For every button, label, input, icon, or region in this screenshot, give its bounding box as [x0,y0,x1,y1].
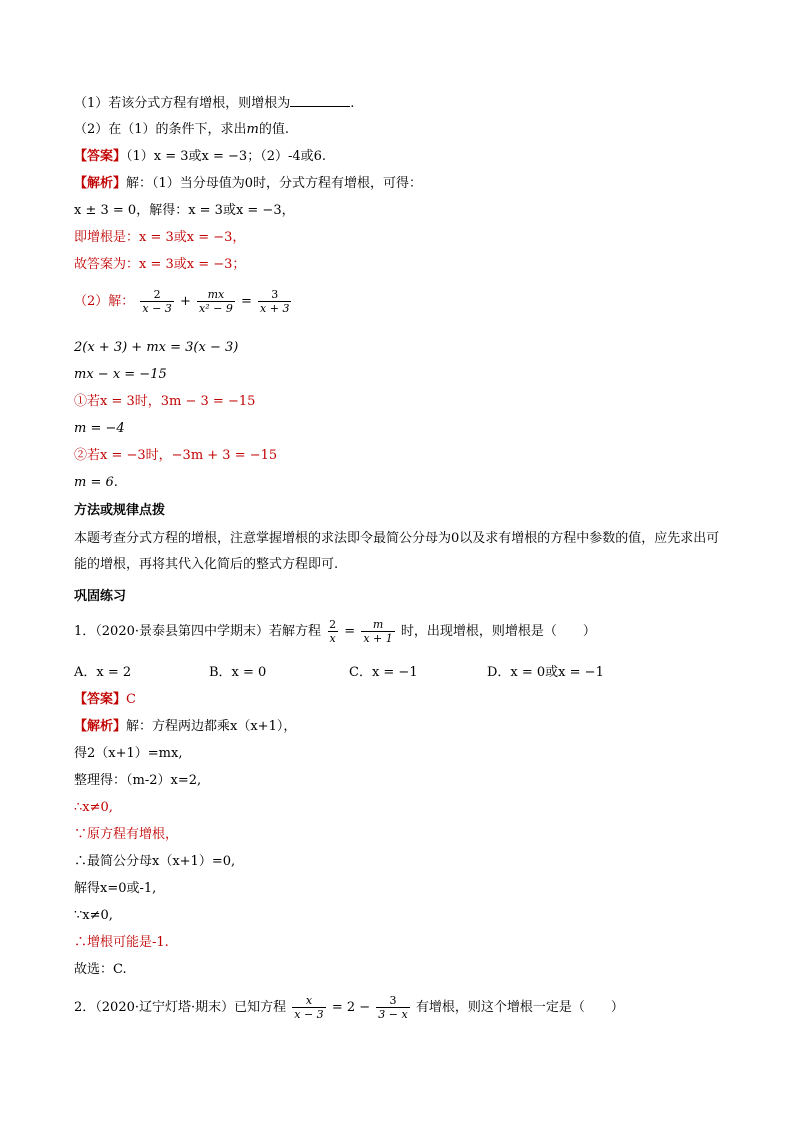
solution-step-4: 2(x + 3) + mx = 3(x − 3) [74,340,239,355]
p1-answer-line: 【答案】C [74,692,136,707]
p1-analysis-step: ∴增根可能是-1. [74,935,169,950]
fraction-1: $\frac{2}{x - 3}$ [142,288,172,315]
answer-tag: 【答案】 [74,149,127,164]
p2-fraction-a: $\frac{x}{x - 3}$ [294,994,324,1021]
p1-analysis-step: 得2（x+1）=mx, [74,746,183,761]
practice-question-1: 1．（2020·景泰县第四中学期末）若解方程 $\frac{2}{x}$ = $\frac{m}{x + 1}$ 时，出现增根，则增根是（ ） [74,618,596,645]
fraction-3: $\frac{3}{x + 3}$ [260,288,290,315]
option-d[interactable]: D．x = 0或x = −1 [487,665,604,680]
question-part-2: （2）在（1）的条件下，求出m的值. [74,122,290,137]
solution-step-3: 故答案为：x = 3或x = −3； [74,257,246,272]
case-1-result: m = −4 [74,421,125,436]
p1-analysis-step: ∴x≠0, [74,800,113,815]
p1-analysis-step: ∵原方程有增根， [74,827,179,842]
answer-text: （1）x = 3或x = −3；（2）-4或6. [126,149,327,164]
solution-step-5: mx − x = −15 [74,367,167,382]
answer-line [74,148,326,166]
analysis-tag: 【解析】 [74,176,127,191]
p1-analysis-step: 故选：C. [74,962,127,977]
method-text: 本题考查分式方程的增根，注意掌握增根的求法即令最简公分母为0以及求有增根的方程中参数的值，应先求出可能的增根，再将其代入化简后的整式方程即可. [74,531,720,572]
case-2: ②若x = −3时，−3m + 3 = −15 [74,448,278,463]
practice-question-2: 2．（2020·辽宁灯塔·期末）已知方程 $\frac{x}{x - 3}$ = 2 − $\frac{3}{3 - x}$ 有增根，则这个增根一定是（ ） [74,994,624,1021]
p1-analysis-step: ∵x≠0, [74,908,113,923]
question-part-1: （1）若该分式方程有增根，则增根为 . [74,96,355,111]
solution-step-1: x ± 3 = 0，解得：x = 3或x = −3， [74,203,295,218]
option-c[interactable]: C．x = −1 [349,665,418,680]
p1-fraction-b: $\frac{m}{x + 1}$ [363,618,393,645]
method-title: 方法或规律点拨 [74,503,166,518]
analysis-line: 【解析】解：（1）当分母值为0时，分式方程有增根，可得： [74,176,423,191]
option-b[interactable]: B．x = 0 [209,665,267,680]
solution-step-2: 即增根是：x = 3或x = −3， [74,230,246,245]
practice-title: 巩固练习 [74,589,127,604]
p1-analysis-step: 整理得：（m-2）x=2, [74,773,202,788]
fraction-2: $\frac{mx}{\text{x² − 9}}$ [199,288,233,315]
option-a[interactable]: A．x = 2 [74,665,132,680]
case-2-result: m = 6. [74,475,118,490]
main-equation: （2）解： $\frac{2}{x - 3}$ + $\frac{mx}{\text{x² − 9}}$ = $\frac{3}{x + 3}$ [74,288,290,315]
options-row [74,664,604,682]
p1-analysis-step: ∴最简公分母x（x+1）=0, [74,854,236,869]
p1-analysis-line: 【解析】解：方程两边都乘x（x+1）， [74,719,297,734]
p1-fraction-a: $\frac{2}{x}$ [329,618,337,645]
p2-fraction-b: $\frac{3}{3 - x}$ [378,994,408,1021]
answer-blank[interactable] [290,94,350,107]
p1-analysis-step: 解得x=0或-1, [74,881,157,896]
case-1: ①若x = 3时，3m − 3 = −15 [74,394,256,409]
